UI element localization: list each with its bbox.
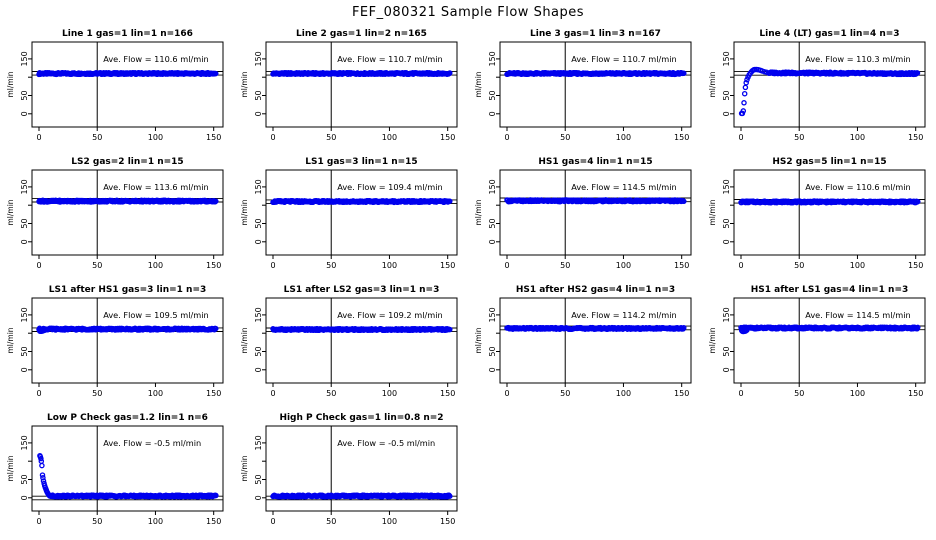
flow-panel-5 (0, 154, 234, 282)
flow-panel-svg (0, 410, 234, 538)
x-tick-label: 0 (504, 133, 510, 142)
y-tick-label: 50 (20, 474, 29, 485)
x-tick-label: 100 (147, 389, 164, 398)
y-tick-label: 50 (722, 346, 731, 357)
y-tick-label: 0 (254, 239, 263, 245)
y-tick-label: 150 (254, 307, 263, 323)
y-axis-label: ml/min (708, 327, 717, 354)
y-axis-label: ml/min (708, 199, 717, 226)
x-tick-label: 50 (326, 389, 337, 398)
panel-title: LS2 gas=2 lin=1 n=15 (71, 157, 184, 167)
x-tick-label: 150 (206, 517, 222, 526)
x-tick-label: 150 (440, 517, 456, 526)
flow-panel-8 (702, 154, 936, 282)
x-tick-label: 0 (270, 133, 276, 142)
x-tick-label: 0 (504, 389, 510, 398)
panel-title: Low P Check gas=1.2 lin=1 n=6 (47, 413, 208, 423)
y-tick-label: 150 (254, 179, 263, 195)
data-points (271, 71, 452, 77)
ave-flow-annotation: Ave. Flow = 109.4 ml/min (337, 182, 443, 192)
x-tick-label: 100 (147, 261, 164, 270)
x-tick-label: 50 (92, 133, 103, 142)
y-tick-label: 50 (20, 346, 29, 357)
flow-panel-svg (0, 154, 234, 282)
y-axis-label: ml/min (240, 71, 249, 98)
x-tick-label: 0 (738, 133, 744, 142)
flow-panel-svg (234, 410, 468, 538)
x-tick-label: 50 (560, 261, 571, 270)
panel-grid (0, 26, 936, 538)
y-tick-label: 150 (488, 51, 497, 67)
y-tick-label: 50 (722, 90, 731, 101)
panel-title: HS1 after LS1 gas=4 lin=1 n=3 (750, 285, 909, 295)
flow-panel-svg (468, 154, 702, 282)
data-points (37, 326, 218, 333)
flow-panel-13 (0, 410, 234, 538)
panel-title: LS1 after LS2 gas=3 lin=1 n=3 (283, 285, 440, 295)
data-points (505, 198, 686, 204)
x-tick-label: 100 (615, 133, 632, 142)
y-tick-label: 0 (488, 367, 497, 373)
y-tick-label: 0 (20, 239, 29, 245)
flow-panel-svg (702, 26, 936, 154)
x-tick-label: 50 (560, 133, 571, 142)
y-tick-label: 50 (488, 346, 497, 357)
x-tick-label: 150 (440, 389, 456, 398)
y-axis-label: ml/min (6, 327, 15, 354)
panel-title: LS1 gas=3 lin=1 n=15 (305, 157, 418, 167)
x-tick-label: 50 (794, 389, 805, 398)
x-tick-label: 150 (908, 133, 924, 142)
data-points (739, 325, 920, 334)
x-tick-label: 50 (92, 517, 103, 526)
flow-panel-12 (702, 282, 936, 410)
flow-panel-svg (234, 26, 468, 154)
flow-panel-2 (234, 26, 468, 154)
flow-panel-svg (0, 26, 234, 154)
flow-panel-svg (702, 282, 936, 410)
flow-panel-1 (0, 26, 234, 154)
flow-panel-svg (234, 282, 468, 410)
flow-panel-14 (234, 410, 468, 538)
data-points (505, 71, 686, 77)
flow-panel-svg (702, 154, 936, 282)
y-axis-label: ml/min (240, 455, 249, 482)
x-tick-label: 50 (794, 261, 805, 270)
ave-flow-annotation: Ave. Flow = 110.6 ml/min (805, 182, 911, 192)
x-tick-label: 150 (908, 261, 924, 270)
x-tick-label: 100 (849, 389, 866, 398)
y-tick-label: 0 (254, 367, 263, 373)
ave-flow-annotation: Ave. Flow = 114.5 ml/min (805, 310, 911, 320)
x-tick-label: 150 (206, 261, 222, 270)
panel-title: Line 3 gas=1 lin=3 n=167 (530, 29, 661, 39)
data-points (739, 199, 920, 205)
x-tick-label: 150 (206, 133, 222, 142)
y-tick-label: 0 (20, 495, 29, 501)
y-tick-label: 50 (254, 346, 263, 357)
x-tick-label: 100 (381, 517, 398, 526)
flow-panel-6 (234, 154, 468, 282)
x-tick-label: 0 (36, 389, 42, 398)
data-points (271, 327, 452, 333)
y-tick-label: 150 (722, 307, 731, 323)
x-tick-label: 150 (440, 261, 456, 270)
y-tick-label: 150 (488, 179, 497, 195)
y-axis-label: ml/min (6, 455, 15, 482)
y-tick-label: 0 (20, 367, 29, 373)
y-tick-label: 50 (20, 218, 29, 229)
y-axis-label: ml/min (474, 327, 483, 354)
flow-panel-svg (468, 26, 702, 154)
x-tick-label: 100 (849, 261, 866, 270)
panel-title: Line 1 gas=1 lin=1 n=166 (62, 29, 193, 39)
x-tick-label: 50 (92, 389, 103, 398)
x-tick-label: 100 (147, 133, 164, 142)
y-tick-label: 150 (722, 179, 731, 195)
flow-panel-7 (468, 154, 702, 282)
x-tick-label: 0 (270, 389, 276, 398)
data-points (271, 199, 452, 205)
x-tick-label: 0 (36, 133, 42, 142)
x-tick-label: 150 (674, 261, 690, 270)
y-tick-label: 0 (488, 239, 497, 245)
x-tick-label: 0 (738, 261, 744, 270)
x-tick-label: 150 (206, 389, 222, 398)
panel-title: High P Check gas=1 lin=0.8 n=2 (279, 413, 444, 423)
ave-flow-annotation: Ave. Flow = 109.5 ml/min (103, 310, 209, 320)
x-tick-label: 50 (326, 133, 337, 142)
y-tick-label: 0 (20, 111, 29, 117)
x-tick-label: 150 (908, 389, 924, 398)
y-tick-label: 50 (722, 218, 731, 229)
x-tick-label: 50 (326, 517, 337, 526)
ave-flow-annotation: Ave. Flow = 114.2 ml/min (571, 310, 677, 320)
ave-flow-annotation: Ave. Flow = 110.7 ml/min (337, 54, 443, 64)
y-tick-label: 50 (488, 90, 497, 101)
y-axis-label: ml/min (474, 199, 483, 226)
y-tick-label: 50 (488, 218, 497, 229)
data-points (740, 67, 920, 115)
y-tick-label: 50 (254, 474, 263, 485)
ave-flow-annotation: Ave. Flow = 114.5 ml/min (571, 182, 677, 192)
x-tick-label: 150 (440, 133, 456, 142)
y-tick-label: 150 (20, 51, 29, 67)
y-tick-label: 0 (722, 239, 731, 245)
panel-title: Line 4 (LT) gas=1 lin=4 n=3 (759, 29, 900, 39)
panel-title: HS1 after HS2 gas=4 lin=1 n=3 (515, 285, 676, 295)
flow-panel-4 (702, 26, 936, 154)
y-tick-label: 50 (20, 90, 29, 101)
x-tick-label: 100 (615, 389, 632, 398)
x-tick-label: 50 (560, 389, 571, 398)
y-axis-label: ml/min (708, 71, 717, 98)
ave-flow-annotation: Ave. Flow = 110.7 ml/min (571, 54, 677, 64)
ave-flow-annotation: Ave. Flow = 110.3 ml/min (805, 54, 911, 64)
y-tick-label: 0 (488, 111, 497, 117)
data-points (505, 326, 686, 332)
y-axis-label: ml/min (6, 71, 15, 98)
flow-panel-3 (468, 26, 702, 154)
y-tick-label: 150 (20, 435, 29, 451)
y-tick-label: 0 (254, 111, 263, 117)
y-tick-label: 0 (254, 495, 263, 501)
flow-panel-svg (234, 154, 468, 282)
data-points (37, 71, 218, 77)
x-tick-label: 0 (36, 261, 42, 270)
flow-panel-svg (468, 282, 702, 410)
ave-flow-annotation: Ave. Flow = 109.2 ml/min (337, 310, 443, 320)
ave-flow-annotation: Ave. Flow = -0.5 ml/min (103, 438, 202, 448)
y-tick-label: 150 (254, 435, 263, 451)
flow-panel-9 (0, 282, 234, 410)
flow-panel-svg (0, 282, 234, 410)
y-axis-label: ml/min (240, 327, 249, 354)
x-tick-label: 100 (381, 389, 398, 398)
x-tick-label: 0 (270, 517, 276, 526)
ave-flow-annotation: Ave. Flow = 113.6 ml/min (103, 182, 209, 192)
x-tick-label: 150 (674, 389, 690, 398)
x-tick-label: 100 (381, 133, 398, 142)
data-points (271, 493, 452, 499)
y-axis-label: ml/min (6, 199, 15, 226)
x-tick-label: 100 (147, 517, 164, 526)
y-tick-label: 150 (20, 179, 29, 195)
figure-title: FEF_080321 Sample Flow Shapes (351, 5, 585, 20)
y-tick-label: 150 (722, 51, 731, 67)
panel-title: HS1 gas=4 lin=1 n=15 (538, 157, 653, 167)
x-tick-label: 0 (738, 389, 744, 398)
panel-title: LS1 after HS1 gas=3 lin=1 n=3 (48, 285, 207, 295)
data-points (38, 454, 218, 499)
x-tick-label: 0 (36, 517, 42, 526)
x-tick-label: 100 (615, 261, 632, 270)
x-tick-label: 0 (504, 261, 510, 270)
y-tick-label: 50 (254, 90, 263, 101)
flow-panel-11 (468, 282, 702, 410)
ave-flow-annotation: Ave. Flow = 110.6 ml/min (103, 54, 209, 64)
panel-title: Line 2 gas=1 lin=2 n=165 (296, 29, 427, 39)
data-points (37, 198, 218, 204)
y-tick-label: 0 (722, 111, 731, 117)
flow-panel-10 (234, 282, 468, 410)
x-tick-label: 50 (794, 133, 805, 142)
y-axis-label: ml/min (474, 71, 483, 98)
y-tick-label: 150 (254, 51, 263, 67)
x-tick-label: 0 (270, 261, 276, 270)
x-tick-label: 50 (326, 261, 337, 270)
y-axis-label: ml/min (240, 199, 249, 226)
x-tick-label: 100 (381, 261, 398, 270)
y-tick-label: 150 (20, 307, 29, 323)
ave-flow-annotation: Ave. Flow = -0.5 ml/min (337, 438, 436, 448)
y-tick-label: 150 (488, 307, 497, 323)
panel-title: HS2 gas=5 lin=1 n=15 (772, 157, 887, 167)
y-tick-label: 0 (722, 367, 731, 373)
x-tick-label: 50 (92, 261, 103, 270)
x-tick-label: 150 (674, 133, 690, 142)
x-tick-label: 100 (849, 133, 866, 142)
y-tick-label: 50 (254, 218, 263, 229)
